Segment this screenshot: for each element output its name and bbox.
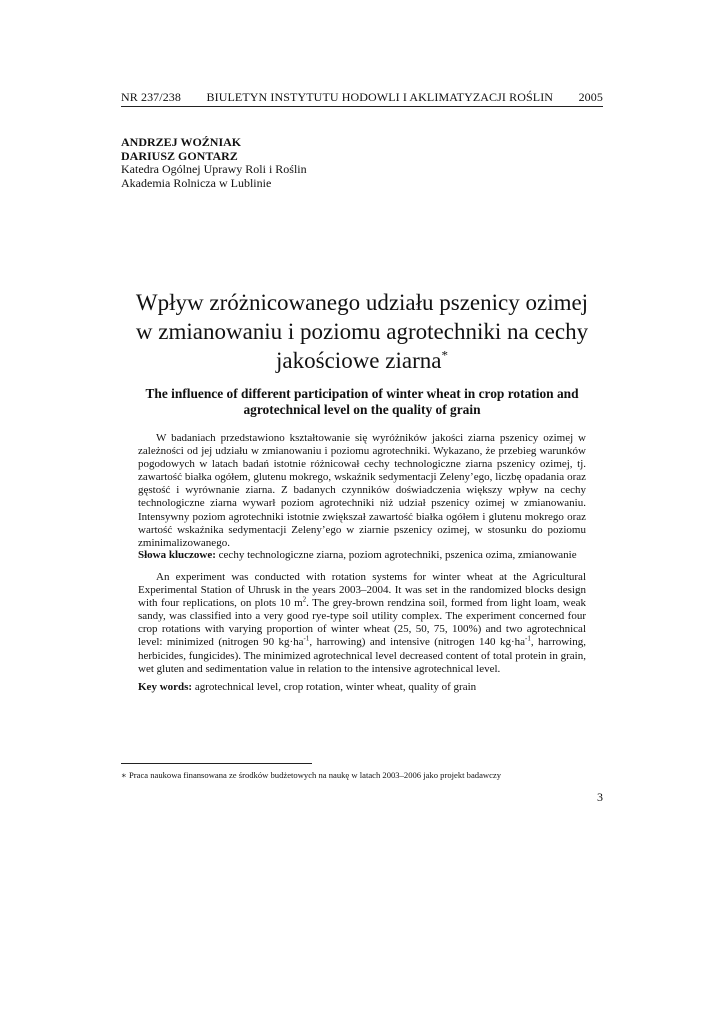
abstract-text: . The grey-brown rendzina soil, formed from light loam, weak sandy, was classified into a very good rye-type soil utility complex. The experiment concerned four crop rotations with varying proportion of winter wheat (25, 50, 75, 100%) and two agrotechnical level: minimized (nitrogen 90 kg·ha	[138, 597, 586, 649]
keywords-label: Słowa kluczowe:	[138, 549, 216, 561]
affiliation: Katedra Ogólnej Uprawy Roli i Roślin	[121, 162, 307, 176]
article-title	[100, 288, 624, 375]
header-rule	[121, 106, 603, 107]
abstract-text: , harrowing) and intensive (nitrogen 140 kg·ha	[309, 636, 526, 649]
abstract-text: , harrowing, herbicides, fungicides). The minimized agrotechnical level decreased content of total protein in grain, wet gluten and sedimentation value in relation to the intensive agrotechnical level.	[138, 636, 586, 675]
keywords-text: agrotechnical level, crop rotation, winter wheat, quality of grain	[192, 681, 477, 693]
title-line: jakościowe ziarna	[276, 348, 442, 373]
author-block	[121, 136, 307, 190]
affiliation: Akademia Rolnicza w Lublinie	[121, 175, 272, 190]
title-line: Wpływ zróżnicowanego udziału pszenicy ozimej	[135, 290, 589, 315]
page-number: 3	[597, 790, 603, 804]
superscript: 2	[302, 595, 307, 604]
english-title	[121, 386, 603, 417]
issue-number: NR 237/238	[121, 90, 182, 104]
author-name: ANDRZEJ WOŹNIAK	[121, 135, 242, 149]
footnote-rule	[121, 763, 312, 764]
keywords-text: cechy technologiczne ziarna, poziom agrotechniki, pszenica ozima, zmianowanie	[215, 549, 577, 561]
keywords-english	[138, 681, 586, 694]
english-title-line: agrotechnical level on the quality of grain	[243, 401, 481, 417]
footnote-marker: *	[441, 347, 448, 363]
title-line: w zmianowaniu i poziomu agrotechniki na cechy	[135, 319, 589, 344]
publication-year: 2005	[578, 90, 603, 104]
keywords-polish	[138, 549, 586, 562]
author-name: DARIUSZ GONTARZ	[121, 148, 238, 163]
footnote: ∗ Praca naukowa finansowana ze środków budżetowych na naukę w latach 2003–2006 jako projekt badawczy	[121, 770, 502, 780]
running-header	[121, 90, 603, 105]
english-title-line: The influence of different participation of winter wheat in crop rotation and	[145, 386, 579, 401]
keywords-label: Key words:	[138, 681, 193, 693]
abstract-text: An experiment was conducted with rotation systems for winter wheat at the Agricultural Experimental Station of Uhrusk in the years 2003–2004. It was set in the randomized blocks design with four replications, on plots 10 m	[138, 571, 586, 610]
abstract-polish: W badaniach przedstawiono kształtowanie się wyróżników jakości ziarna pszenicy ozimej w zależności od jej udziału w zmianowaniu i poziomu agrotechniki. Wykazano, że przebieg warunków pogodowych w latach badań istotnie różnicował cechy technologiczne ziarna pszenicy ozimej, tj. zawartość białka ogółem, glutenu mokrego, wskaźnik sedymentacji Zeleny’ego, liczbę opadania oraz gęstość i wyrównanie ziarna. Z badanych czynników doświadczenia większy wpływ na cechy technologiczne ziarna wywarł poziom agrotechniki niż udział pszenicy ozimej w zmianowaniu. Intensywny poziom agrotechniki istotnie zwiększał zawartość białka ogółem i glutenu mokrego oraz wartość wskaźnika sedymentacji Zeleny’ego w ziarnie pszenicy ozimej, w stosunku do poziomu zminimalizowanego.	[138, 432, 586, 549]
abstract-english	[138, 571, 586, 676]
superscript: -1	[525, 634, 531, 643]
journal-name: BIULETYN INSTYTUTU HODOWLI I AKLIMATYZACJI ROŚLIN	[206, 90, 554, 104]
superscript: -1	[303, 634, 310, 643]
